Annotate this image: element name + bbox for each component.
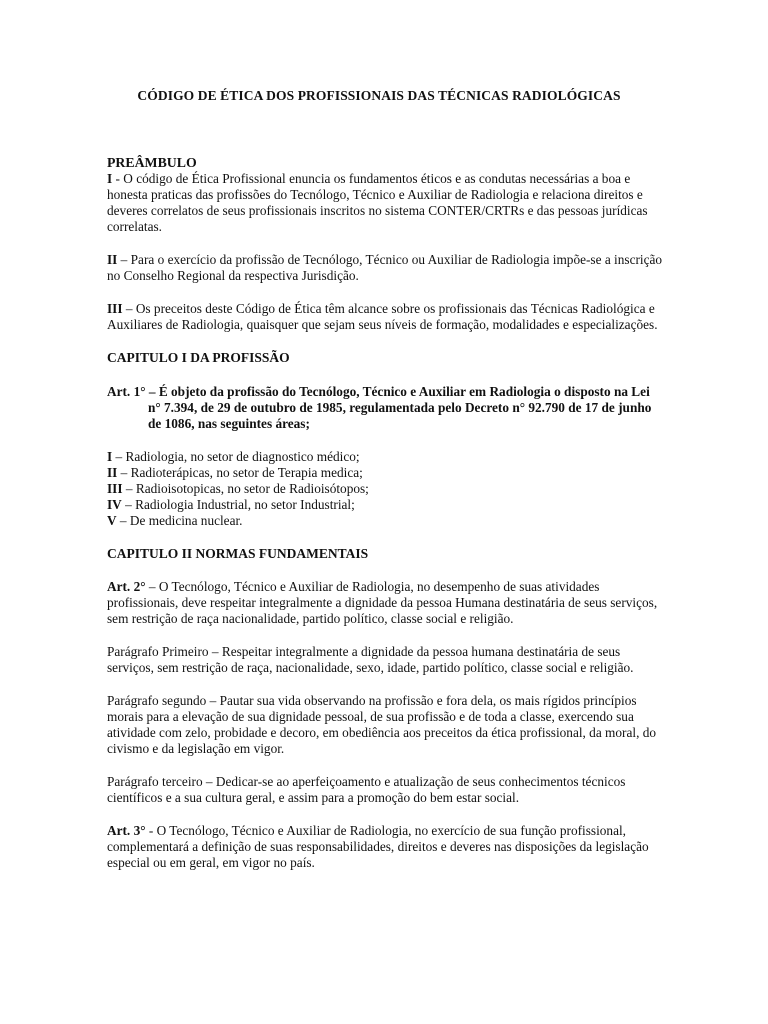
paragraph-segundo: Parágrafo segundo – Pautar sua vida observando na profissão e fora dela, os mais rígidos princípios morais para a elevação de sua dignidade pessoal, de sua profissão e de toda a classe, exercendo sua atividade com zelo, probidade e decoro, em obediência aos preceitos da ética profissional, da moral, do civismo e da legislação em vigor. [107, 693, 657, 756]
item-text: – Radiologia Industrial, no setor Industrial; [121, 497, 355, 512]
item-number: I [107, 171, 113, 186]
preambulo-item-3 [107, 301, 663, 333]
list-item [107, 497, 663, 513]
list-item [107, 449, 663, 465]
chapter-1-heading: CAPITULO I DA PROFISSÃO [107, 350, 290, 365]
document-page [107, 88, 663, 871]
preambulo-item-2 [107, 252, 663, 284]
article-1: Art. 1° – É objeto da profissão do Tecnólogo, Técnico e Auxiliar em Radiologia o disposto na Lei n° 7.394, de 29 de outubro de 1985, regulamentada pelo Decreto n° 92.790 de 17 de junho de 1086, nas seguintes áreas; [107, 384, 652, 431]
item-text: – Radioterápicas, no setor de Terapia medica; [117, 465, 363, 480]
item-text: – Os preceitos deste Código de Ética têm alcance sobre os profissionais das Técnicas Radiológica e Auxiliares de Radiologia, quaisquer que sejam seus níveis de formação, modalidades e especializações. [107, 301, 658, 332]
paragraph-terceiro: Parágrafo terceiro – Dedicar-se ao aperfeiçoamento e atualização de seus conhecimentos técnicos científicos e a sua cultura geral, e assim para a promoção do bem estar social. [107, 774, 626, 805]
item-number: III [107, 481, 123, 496]
item-text: – Para o exercício da profissão de Tecnólogo, Técnico ou Auxiliar de Radiologia impõe-se a inscrição no Conselho Regional da respectiva Jurisdição. [107, 252, 663, 283]
list-item [107, 465, 663, 481]
preambulo-heading: PREÂMBULO [107, 155, 197, 170]
item-number: II [107, 465, 118, 480]
article-label: Art. 2° [107, 579, 146, 594]
preambulo-item-1 [107, 171, 663, 235]
item-number: I [107, 449, 113, 464]
article-text: – O Tecnólogo, Técnico e Auxiliar de Radiologia, no desempenho de suas atividades profissionais, deve respeitar integralmente a dignidade da pessoa Humana destinatária de seus serviços, sem restrição de raça nacionalidade, partido político, classe social e religião. [107, 579, 658, 626]
document-title: CÓDIGO DE ÉTICA DOS PROFISSIONAIS DAS TÉCNICAS RADIOLÓGICAS [137, 88, 621, 103]
article-3 [107, 823, 663, 871]
item-text: – De medicina nuclear. [116, 513, 243, 528]
areas-list [107, 449, 663, 529]
article-text: - O Tecnólogo, Técnico e Auxiliar de Radiologia, no exercício de sua função profissional, complementará a definição de suas responsabilidades, direitos e deveres nas disposições da legislação especial ou em geral, em vigor no país. [107, 823, 649, 870]
paragraph-primeiro: Parágrafo Primeiro – Respeitar integralmente a dignidade da pessoa humana destinatária de seus serviços, sem restrição de raça, nacionalidade, sexo, idade, partido político, classe social e religião. [107, 644, 634, 675]
item-number: V [107, 513, 117, 528]
chapter-2-heading: CAPITULO II NORMAS FUNDAMENTAIS [107, 546, 369, 561]
item-text: – Radioisotopicas, no setor de Radioisótopos; [122, 481, 369, 496]
article-2 [107, 579, 663, 627]
article-label: Art. 3° [107, 823, 146, 838]
item-number: II [107, 252, 118, 267]
item-text: – Radiologia, no setor de diagnostico médico; [112, 449, 360, 464]
item-number: IV [107, 497, 122, 512]
list-item [107, 481, 663, 497]
item-number: III [107, 301, 123, 316]
item-text: - O código de Ética Profissional enuncia os fundamentos éticos e as condutas necessárias a boa e honesta praticas das profissões do Tecnólogo, Técnico e Auxiliar de Radiologia e relaciona direitos e deveres correlatos de seus profissionais inscritos no sistema CONTER/CRTRs e das pessoas jurídicas correlatas. [107, 171, 648, 234]
list-item [107, 513, 663, 529]
